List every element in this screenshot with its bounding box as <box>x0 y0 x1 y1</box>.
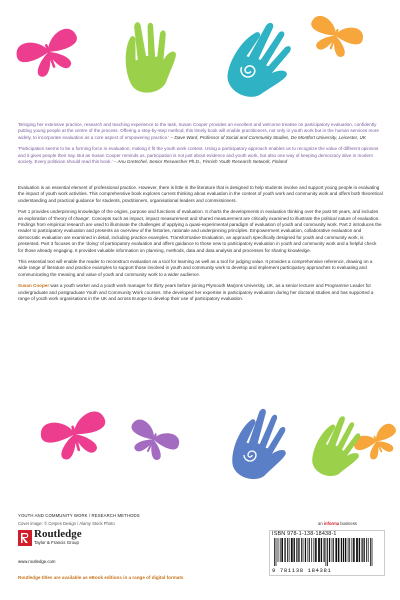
barcode-bar <box>318 538 320 562</box>
quote-attribution: – Anu Gretschel, Senior Researcher Ph.D., Finnish Youth Research Network, Finland <box>113 159 288 165</box>
barcode-bar <box>296 538 297 562</box>
barcode-bar <box>303 538 304 562</box>
barcode-bar <box>326 538 327 566</box>
barcode-bar <box>311 538 312 562</box>
barcode-bar <box>284 538 285 562</box>
barcode-bar <box>327 538 328 566</box>
barcode-bar <box>329 538 330 562</box>
barcode-bar <box>335 538 337 562</box>
barcode-bar <box>294 538 295 562</box>
barcode-bar <box>364 538 365 562</box>
author-bio <box>18 283 383 302</box>
barcode-bar <box>362 538 363 562</box>
barcode-bar <box>372 538 373 566</box>
barcode-bar <box>278 538 279 562</box>
description-paragraph: Part 1 provides underpinning knowledge of the origins, purpose and functions of evaluation. It charts the developments in evaluation thinking over the past 50 years, and includes an exploration of 'theory of change'. Concepts such as impact, impact measurement and shared measurement are critically examined to illustrate the political nature of evaluation. Findings from empirical research are used to illuminate the challenges of applying a quasi-experimental paradigm of evaluation of youth and community work. Part 2 introduces the reader to participatory evaluation and presents an overview of the histories, rationale and underpinning principles. Empowerment evaluation, collaborative evaluation and democratic evaluation are examined in detail, including practice examples. Transformative Evaluation, an approach specifically designed for youth and community work, is presented. Part 3 focuses on the 'doing' of participatory evaluation and offers guidance to those new to participatory evaluation in youth and community work and a helpful check for those already engaging. It provides valuable information on planning, methods, data and data analysis and processes for sharing knowledge. <box>18 209 382 253</box>
barcode-bar <box>308 538 309 562</box>
barcode-bar <box>309 538 310 562</box>
barcode-bar <box>341 538 342 562</box>
barcode-bar <box>366 538 367 562</box>
series-label: YOUTH AND COMMUNITY WORK / RESEARCH METHODS <box>18 513 140 518</box>
author-bio-text: was a youth worker and a youth work manager for thirty years before joining Plymouth Marjons University, UK, as a senior lecturer and Programme Leader for undergraduate and postgraduate Youth and Community Work courses. She developed her expertise in participatory evaluation during her doctoral studies and has supported a range of youth work organisations in the UK and across Europe to develop their use of participatory evaluation. <box>18 283 374 302</box>
barcode-bar <box>348 538 349 562</box>
butterfly-pink-icon <box>38 409 112 464</box>
ebook-note: Routledge titles are available as eBook editions in a range of digital formats <box>18 575 184 580</box>
barcode-icon <box>272 538 380 566</box>
barcode-bar <box>281 538 283 562</box>
barcode-bar <box>321 538 322 562</box>
barcode-bar <box>276 538 277 566</box>
barcode-bar <box>333 538 334 562</box>
hand-blue-icon <box>227 404 295 486</box>
description-paragraph: This essential text will enable the reader to reconstruct evaluation as a tool for learning as well as a tool for judging value. It provides a comprehensive reference, drawing on a wide range of literature and practice examples to support those involved in youth and community work to develop and implement participatory approaches to evaluating and communicating the meaning and value of youth and community work to a wider audience. <box>18 259 373 277</box>
informa-brand: informa <box>323 521 340 526</box>
routledge-logo-icon <box>18 530 32 546</box>
barcode-bar <box>314 538 315 562</box>
barcode-bar <box>345 538 346 562</box>
barcode-bar <box>280 538 281 562</box>
barcode-bar <box>274 538 275 566</box>
barcode-bar <box>287 538 288 562</box>
butterfly-orange-icon <box>351 421 400 465</box>
butterfly-purple-icon <box>123 417 182 466</box>
butterfly-pink-icon <box>13 26 85 83</box>
isbn-label: ISBN 978-1-138-18438-1 <box>272 531 337 537</box>
endorsements <box>18 122 383 170</box>
barcode-bar <box>298 538 299 562</box>
publisher-url: www.routledge.com <box>18 559 56 564</box>
description-paragraph: Evaluation is an essential element of professional practice. However, there is little in the literature that is designed to help students involve and support young people in evaluating the impact of youth work activities. This comprehensive book explores current thinking about evaluation in the context of youth work and community work and offers both theoretical understanding and practical guidance for students, practitioners, organisational leaders and commissioners. <box>18 185 383 203</box>
publisher-name: Routledge <box>34 528 82 540</box>
butterfly-orange-icon <box>304 13 366 62</box>
barcode-bar <box>370 538 371 566</box>
barcode-digits: 9 781138 184381 <box>272 567 332 574</box>
hand-green-icon <box>119 17 182 96</box>
barcode-bar <box>353 538 355 562</box>
barcode-bar <box>332 538 333 562</box>
endorsement-quote <box>18 122 383 141</box>
barcode-bar <box>305 538 306 562</box>
book-description <box>18 185 383 308</box>
barcode-bar <box>291 538 293 562</box>
barcode-bar <box>289 538 290 562</box>
quote-text: 'Bringing her extensive practice, research and teaching experience to the task, Susan Cooper provides an excellent and welcome treatise on participatory evaluation, confidently putting young people at the centre of the process. Offering a step-by-step method, this timely book will enable practitioners, not only in youth work but in the human services more widely, to incorporate evaluation as a core aspect of empowering practice.' <box>18 122 379 140</box>
barcode-bar <box>324 538 325 562</box>
barcode-bar <box>343 538 344 562</box>
hand-teal-icon <box>220 15 304 109</box>
cover-credit: Cover image: © Cerpes Design / Alamy Stock Photo <box>18 521 115 526</box>
barcode-bar <box>315 538 317 562</box>
author-name: Susan Cooper <box>18 283 50 289</box>
publisher-group: Taylor & Francis Group <box>34 540 79 545</box>
barcode-bar <box>338 538 339 562</box>
barcode-bar <box>356 538 358 562</box>
informa-tagline: an informa business <box>318 521 357 526</box>
barcode-bar <box>349 538 350 562</box>
barcode-bar <box>359 538 360 562</box>
quote-text: 'Participation seems to be a forming force in evaluation, making it fit the youth work context. Using a participatory approach enables us to recognize the value of different opinions and it gives people their say. But as Susan Cooper reminds us, participation is not just about evidence and youth work, but also one way of keeping democracy alive in modern society. Every politician should read this book.' <box>18 146 379 165</box>
quote-attribution: – Dave Ward, Professor of Social and Community Studies, De Montfort University, Leicester, UK <box>170 134 366 140</box>
barcode-bar <box>352 538 353 562</box>
barcode-bar <box>368 538 369 562</box>
barcode-bar <box>301 538 302 562</box>
endorsement-quote <box>18 146 383 165</box>
